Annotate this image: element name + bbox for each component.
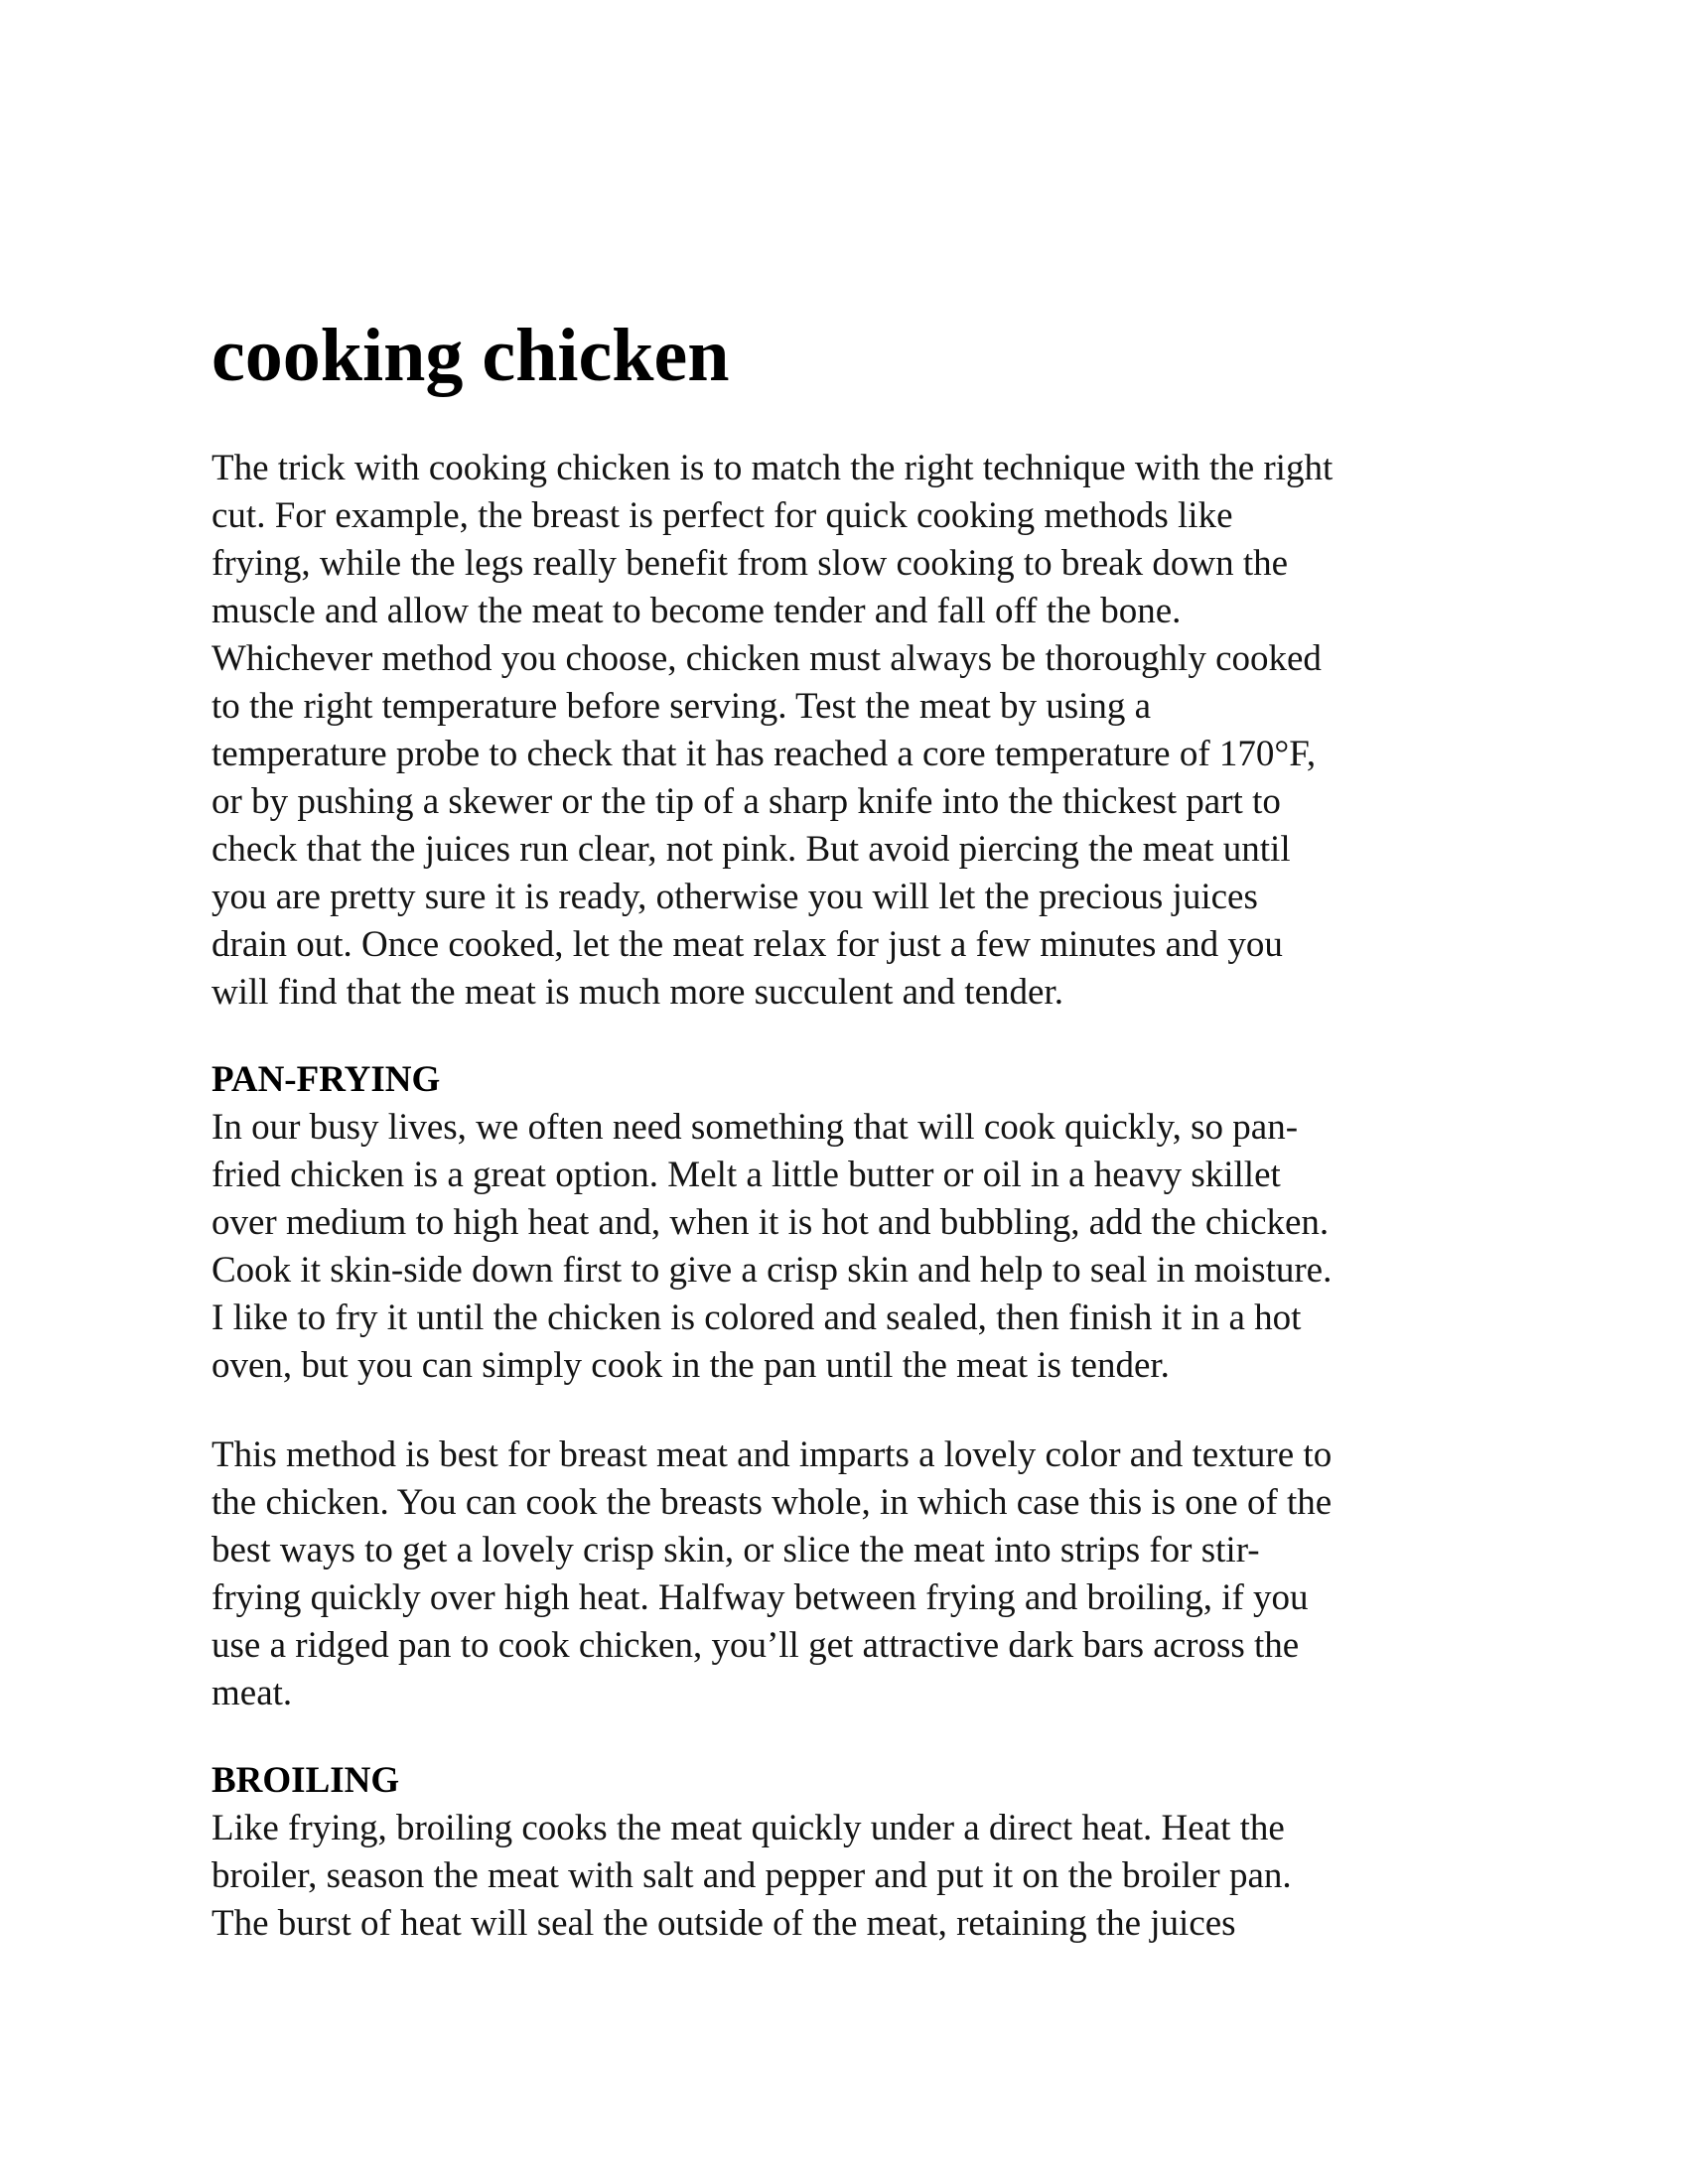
body-paragraph <box>211 1805 1502 1948</box>
text-line: best ways to get a lovely crisp skin, or slice the meat into strips for stir- <box>211 1530 1260 1570</box>
text-line: broiler, season the meat with salt and pepper and put it on the broiler pan. <box>211 1855 1292 1896</box>
text-line: Cook it skin-side down first to give a crisp skin and help to seal in moisture. <box>211 1250 1333 1291</box>
text-line: meat. <box>211 1673 293 1713</box>
text-line: frying, while the legs really benefit from slow cooking to break down the <box>211 543 1289 584</box>
body-paragraph <box>211 1432 1502 1717</box>
text-line: The trick with cooking chicken is to match the right technique with the right <box>211 448 1334 488</box>
text-line: or by pushing a skewer or the tip of a sharp knife into the thickest part to <box>211 781 1281 822</box>
text-line: use a ridged pan to cook chicken, you’ll get attractive dark bars across the <box>211 1625 1300 1666</box>
section-heading: BROILING <box>211 1760 400 1801</box>
text-line: Whichever method you choose, chicken must always be thoroughly cooked <box>211 638 1322 679</box>
text-line: Like frying, broiling cooks the meat quickly under a direct heat. Heat the <box>211 1808 1285 1848</box>
text-line: fried chicken is a great option. Melt a little butter or oil in a heavy skillet <box>211 1155 1281 1195</box>
text-line: I like to fry it until the chicken is colored and sealed, then finish it in a hot <box>211 1297 1302 1338</box>
text-line: over medium to high heat and, when it is hot and bubbling, add the chicken. <box>211 1202 1330 1243</box>
text-line: the chicken. You can cook the breasts whole, in which case this is one of the <box>211 1482 1333 1523</box>
text-line: will find that the meat is much more succulent and tender. <box>211 972 1063 1013</box>
intro-paragraph <box>211 445 1502 1017</box>
text-line: you are pretty sure it is ready, otherwise you will let the precious juices <box>211 877 1258 917</box>
text-line: This method is best for breast meat and imparts a lovely color and texture to <box>211 1434 1333 1475</box>
text-line: to the right temperature before serving. Test the meat by using a <box>211 686 1152 727</box>
section-heading: PAN-FRYING <box>211 1059 441 1100</box>
text-line: The burst of heat will seal the outside of the meat, retaining the juices <box>211 1903 1236 1944</box>
text-line: check that the juices run clear, not pink. But avoid piercing the meat until <box>211 829 1291 870</box>
section-pan-frying <box>211 1056 1502 1717</box>
text-line: drain out. Once cooked, let the meat relax for just a few minutes and you <box>211 924 1283 965</box>
text-line: temperature probe to check that it has reached a core temperature of 170°F, <box>211 734 1317 774</box>
text-line: oven, but you can simply cook in the pan until the meat is tender. <box>211 1345 1170 1386</box>
page-title: cooking chicken <box>211 314 730 397</box>
body-paragraph <box>211 1104 1502 1390</box>
text-line: frying quickly over high heat. Halfway between frying and broiling, if you <box>211 1577 1309 1618</box>
text-line: In our busy lives, we often need something that will cook quickly, so pan- <box>211 1107 1299 1148</box>
text-line: muscle and allow the meat to become tender and fall off the bone. <box>211 591 1182 631</box>
text-line: cut. For example, the breast is perfect for quick cooking methods like <box>211 495 1233 536</box>
section-broiling <box>211 1757 1502 1948</box>
document-page <box>211 314 1502 1948</box>
